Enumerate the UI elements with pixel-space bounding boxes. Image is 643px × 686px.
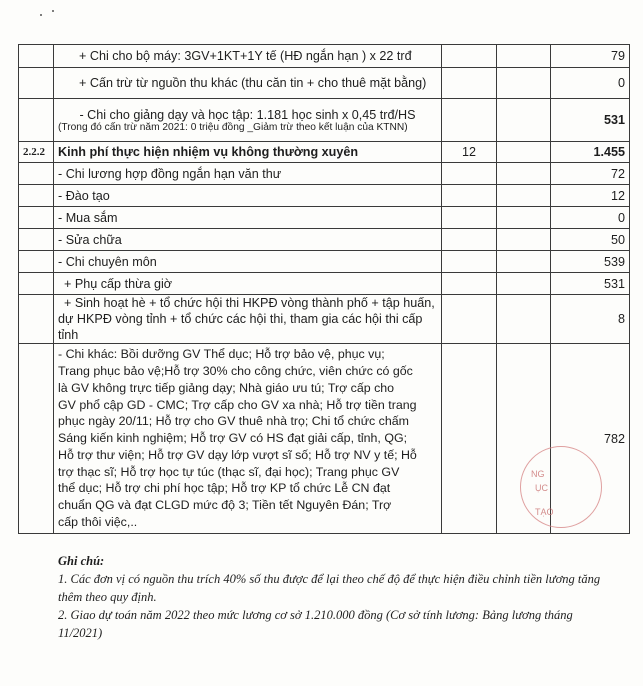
table-row <box>19 99 630 142</box>
row-description: Kinh phí thực hiện nhiệm vụ không thường xuyên <box>54 142 442 163</box>
row-description-line: dự HKPĐ vòng tỉnh + tổ chức các hội thi, tham gia các hội thi cấp tỉnh <box>58 312 423 342</box>
row-description-line: thể dục; Hỗ trợ chi phí học tập; Hỗ trợ KP tổ chức Lễ CN đạt <box>58 481 391 496</box>
row-quantity: 12 <box>442 142 497 163</box>
row-blank-cell <box>497 45 551 68</box>
row-quantity <box>442 68 497 99</box>
table-row <box>19 163 630 185</box>
row-description-line: trợ thạc sĩ; Hỗ trợ học tự túc (thạc sĩ, đại học); Trang phục GV <box>58 464 400 479</box>
row-code <box>19 45 54 68</box>
row-blank-cell <box>497 229 551 251</box>
table-row <box>19 45 630 68</box>
row-value: 50 <box>551 229 630 251</box>
row-value: 12 <box>551 185 630 207</box>
row-code <box>19 207 54 229</box>
row-value: 8 <box>551 295 630 344</box>
row-description: - Sửa chữa <box>54 229 442 251</box>
row-description-line: Sáng kiến kinh nghiệm; Hỗ trợ GV có HS đạt giải cấp, tỉnh, QG; <box>58 431 408 446</box>
row-description-main: - Chi cho giảng dạy và học tập: 1.181 học sinh x 0,45 trđ/HS <box>79 107 416 122</box>
row-blank-cell <box>497 295 551 344</box>
notes-section <box>58 552 618 642</box>
stamp-text: TẠO <box>535 507 554 517</box>
row-quantity <box>442 99 497 142</box>
row-quantity <box>442 273 497 295</box>
row-value: 1.455 <box>551 142 630 163</box>
row-description <box>54 99 442 142</box>
row-description-line: Hỗ trợ thư viện; Hỗ trợ GV dạy lớp vượt sĩ số; Hỗ trợ NV y tế; Hỗ <box>58 447 417 462</box>
row-description-line: GV phổ cập GD - CMC; Trợ cấp cho GV xa nhà; Hỗ trợ tiền trang <box>58 397 417 412</box>
row-code <box>19 99 54 142</box>
row-code <box>19 185 54 207</box>
row-value: 531 <box>551 273 630 295</box>
row-description-line: phục ngày 20/11; Hỗ trợ cho GV thuê nhà trọ; Chi tổ chức chấm <box>58 414 409 429</box>
row-quantity <box>442 207 497 229</box>
row-code <box>19 68 54 99</box>
row-blank-cell <box>497 68 551 99</box>
note-item: 1. Các đơn vị có nguồn thu trích 40% số thu được để lại theo chế độ để thực hiện điều chỉnh tiền lương tăng thêm theo quy định. <box>58 572 601 604</box>
table-row <box>19 207 630 229</box>
row-description: + Cấn trừ từ nguồn thu khác (thu căn tin + cho thuê mặt bằng) <box>54 68 442 99</box>
scan-speck <box>40 14 42 16</box>
row-code <box>19 273 54 295</box>
row-quantity <box>442 185 497 207</box>
row-description-line: - Chi khác: Bồi dưỡng GV Thể dục; Hỗ trợ bảo vệ, phục vụ; <box>58 347 385 362</box>
row-quantity <box>442 45 497 68</box>
row-quantity <box>442 229 497 251</box>
row-blank-cell <box>497 251 551 273</box>
table-row <box>19 142 630 163</box>
row-description-line: là GV không trực tiếp giảng dạy; Nhà giáo ưu tú; Trợ cấp cho <box>58 380 395 395</box>
row-quantity <box>442 295 497 344</box>
row-quantity <box>442 344 497 534</box>
row-blank-cell <box>497 207 551 229</box>
row-description: - Chi lương hợp đồng ngắn hạn văn thư <box>54 163 442 185</box>
table-row <box>19 185 630 207</box>
row-blank-cell <box>497 185 551 207</box>
row-description-line: cấp thôi việc,.. <box>58 515 138 530</box>
row-description-line: Trang phục bảo vệ;Hỗ trợ 30% cho công chức, viên chức có gốc <box>58 363 413 378</box>
table-row <box>19 68 630 99</box>
row-value: 782 <box>551 344 630 534</box>
note-item: 2. Giao dự toán năm 2022 theo mức lương cơ sở 1.210.000 đồng (Cơ sở tính lương: Bảng lương tháng 11/2021) <box>58 608 573 640</box>
row-description: - Mua sắm <box>54 207 442 229</box>
row-description: + Phụ cấp thừa giờ <box>54 273 442 295</box>
table-row <box>19 295 630 344</box>
row-quantity <box>442 163 497 185</box>
row-code <box>19 251 54 273</box>
row-value: 0 <box>551 68 630 99</box>
row-description <box>54 295 442 344</box>
row-description: + Chi cho bộ máy: 3GV+1KT+1Y tế (HĐ ngắn hạn ) x 22 trđ <box>54 45 442 68</box>
row-description <box>54 344 442 534</box>
row-description-line: + Sinh hoạt hè + tổ chức hội thi HKPĐ vòng thành phố + tập huấn, <box>64 296 435 310</box>
row-value: 0 <box>551 207 630 229</box>
row-code <box>19 295 54 344</box>
table-row <box>19 251 630 273</box>
row-value: 72 <box>551 163 630 185</box>
stamp-text: ỤC <box>535 483 548 493</box>
row-blank-cell <box>497 142 551 163</box>
row-code <box>19 344 54 534</box>
row-blank-cell <box>497 163 551 185</box>
row-code <box>19 229 54 251</box>
table-row <box>19 273 630 295</box>
row-description: - Đào tạo <box>54 185 442 207</box>
row-code: 2.2.2 <box>19 142 54 163</box>
notes-title: Ghi chú: <box>58 554 105 568</box>
row-description-subnote: (Trong đó cấn trừ năm 2021: 0 triệu đồng _Giảm trừ theo kết luận của KTNN) <box>58 121 408 133</box>
table-row <box>19 229 630 251</box>
row-description: - Chi chuyên môn <box>54 251 442 273</box>
row-code <box>19 163 54 185</box>
row-blank-cell <box>497 99 551 142</box>
row-value: 79 <box>551 45 630 68</box>
stamp-text: NG <box>531 469 545 479</box>
row-value: 531 <box>551 99 630 142</box>
row-quantity <box>442 251 497 273</box>
row-description-line: chuẩn QG và đạt CLGD mức độ 3; Tiền tết Nguyên Đán; Trợ <box>58 498 392 513</box>
row-blank-cell <box>497 273 551 295</box>
official-stamp <box>520 446 602 528</box>
scan-speck <box>52 10 54 12</box>
row-value: 539 <box>551 251 630 273</box>
